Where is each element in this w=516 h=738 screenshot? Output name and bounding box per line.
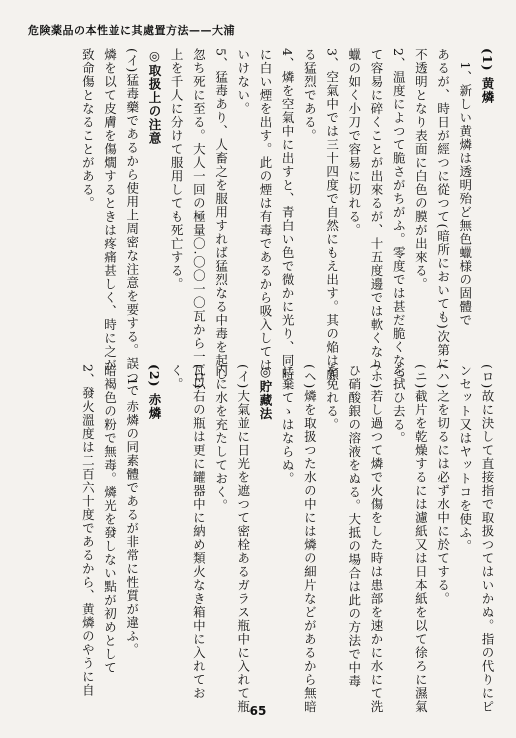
text-line: ンセット又はヤットコを使ふ。	[457, 364, 473, 553]
text-line: 上を千人に分けて服用しても死亡する。	[169, 48, 185, 291]
text-line: 4、燐を空氣中に出すと、青白い色で微かに光り、同時	[280, 48, 296, 381]
text-line: (1) 黄燐	[480, 48, 495, 104]
text-line: (ハ)之を切るには必ず水中に於てする。	[435, 364, 451, 606]
text-line: (2) 赤燐	[146, 364, 162, 420]
text-line: ◎貯藏法	[257, 364, 273, 421]
text-line: (イ)大氣並に日光を遮つて密栓あるガラス瓶中に入れて瓶	[235, 364, 251, 714]
text-line: 致命傷となることがある。	[80, 48, 96, 210]
text-line: (ロ)故に決して直接指で取扱つてはいかぬ。指の代りにピ	[480, 364, 495, 714]
text-line: く。	[169, 364, 185, 391]
text-line: 3、空氣中では三十四度で自然にもえ出す。其の焔は頗	[324, 48, 340, 381]
text-line: ひ硝酸銀の溶液をぬる。大抵の場合は此の方法で中毒	[346, 364, 362, 688]
text-line: 忽ち死に至る。大人一回の極量〇.〇〇一〇瓦から一瓦以	[191, 48, 207, 391]
text-line: 内に水を充たしておく。	[213, 364, 229, 513]
text-line: あるが、時日が經つに從つて(暗所においても)次第に	[435, 48, 451, 371]
running-header: 危険薬品の本性並に其處置方法——大浦	[28, 24, 235, 37]
text-line: (ホ)若し過つて燐で火傷をした時は患部を速かに水にて洗	[368, 364, 384, 714]
text-line: を免れる。	[324, 364, 340, 432]
text-line: 1、新しい黄燐は透明殆ど無色蠟様の固體で	[457, 48, 473, 327]
page-number: 65	[249, 704, 267, 718]
text-line: 暗褐色の粉で無毒。燐光を發しない點が初めとして	[102, 364, 118, 675]
text-line: る猛烈である。	[302, 48, 318, 143]
text-line: (ロ)右の瓶は更に罐器中に納め類火なき箱中に入れてお	[191, 364, 207, 700]
text-line: いけない。	[235, 48, 251, 116]
text-line: 5、猛毒あり、人畜之を服用すれば猛烈なる中毒を起し	[213, 48, 229, 381]
text-line: (イ)猛毒藥であるから使用上周密な注意を要する。誤つて	[124, 48, 140, 398]
text-line: を拭ひ去る。	[391, 364, 407, 445]
text-line: (ニ)截片を乾燥するには濾紙又は日本紙を以て徐ろに濕氣	[413, 364, 429, 714]
text-line: に棄てゝはならぬ。	[280, 364, 296, 486]
text-line: 蠟の如く小刀で容易に切れる。	[346, 48, 362, 237]
text-line: (ヘ)燐を取扱つた水の中には燐の細片などがあるから無暗	[302, 364, 318, 714]
text-line: て容易に碎くことが出來るが、十五度邊では軟くなり	[368, 48, 384, 372]
text-line: 2、發火溫度は二百六十度であるから、黄燐のやうに自	[80, 364, 96, 697]
text-line: 燐を以て皮膚を傷燗するときは疼痛甚しく、時に之が	[102, 48, 118, 372]
text-line: ◎取扱上の注意	[146, 48, 162, 145]
text-line: 2、温度によつて脆さがちがふ。零度では甚だ脆くなつ	[391, 48, 407, 381]
text-line: 不透明となり表面に白色の膜が出來る。	[413, 48, 429, 291]
text-line: に白い煙を出す。此の煙は有毒であるから吸入しては	[257, 48, 273, 372]
text-line: 1、赤燐の同素體であるが非常に性質が違ふ。	[124, 364, 140, 657]
